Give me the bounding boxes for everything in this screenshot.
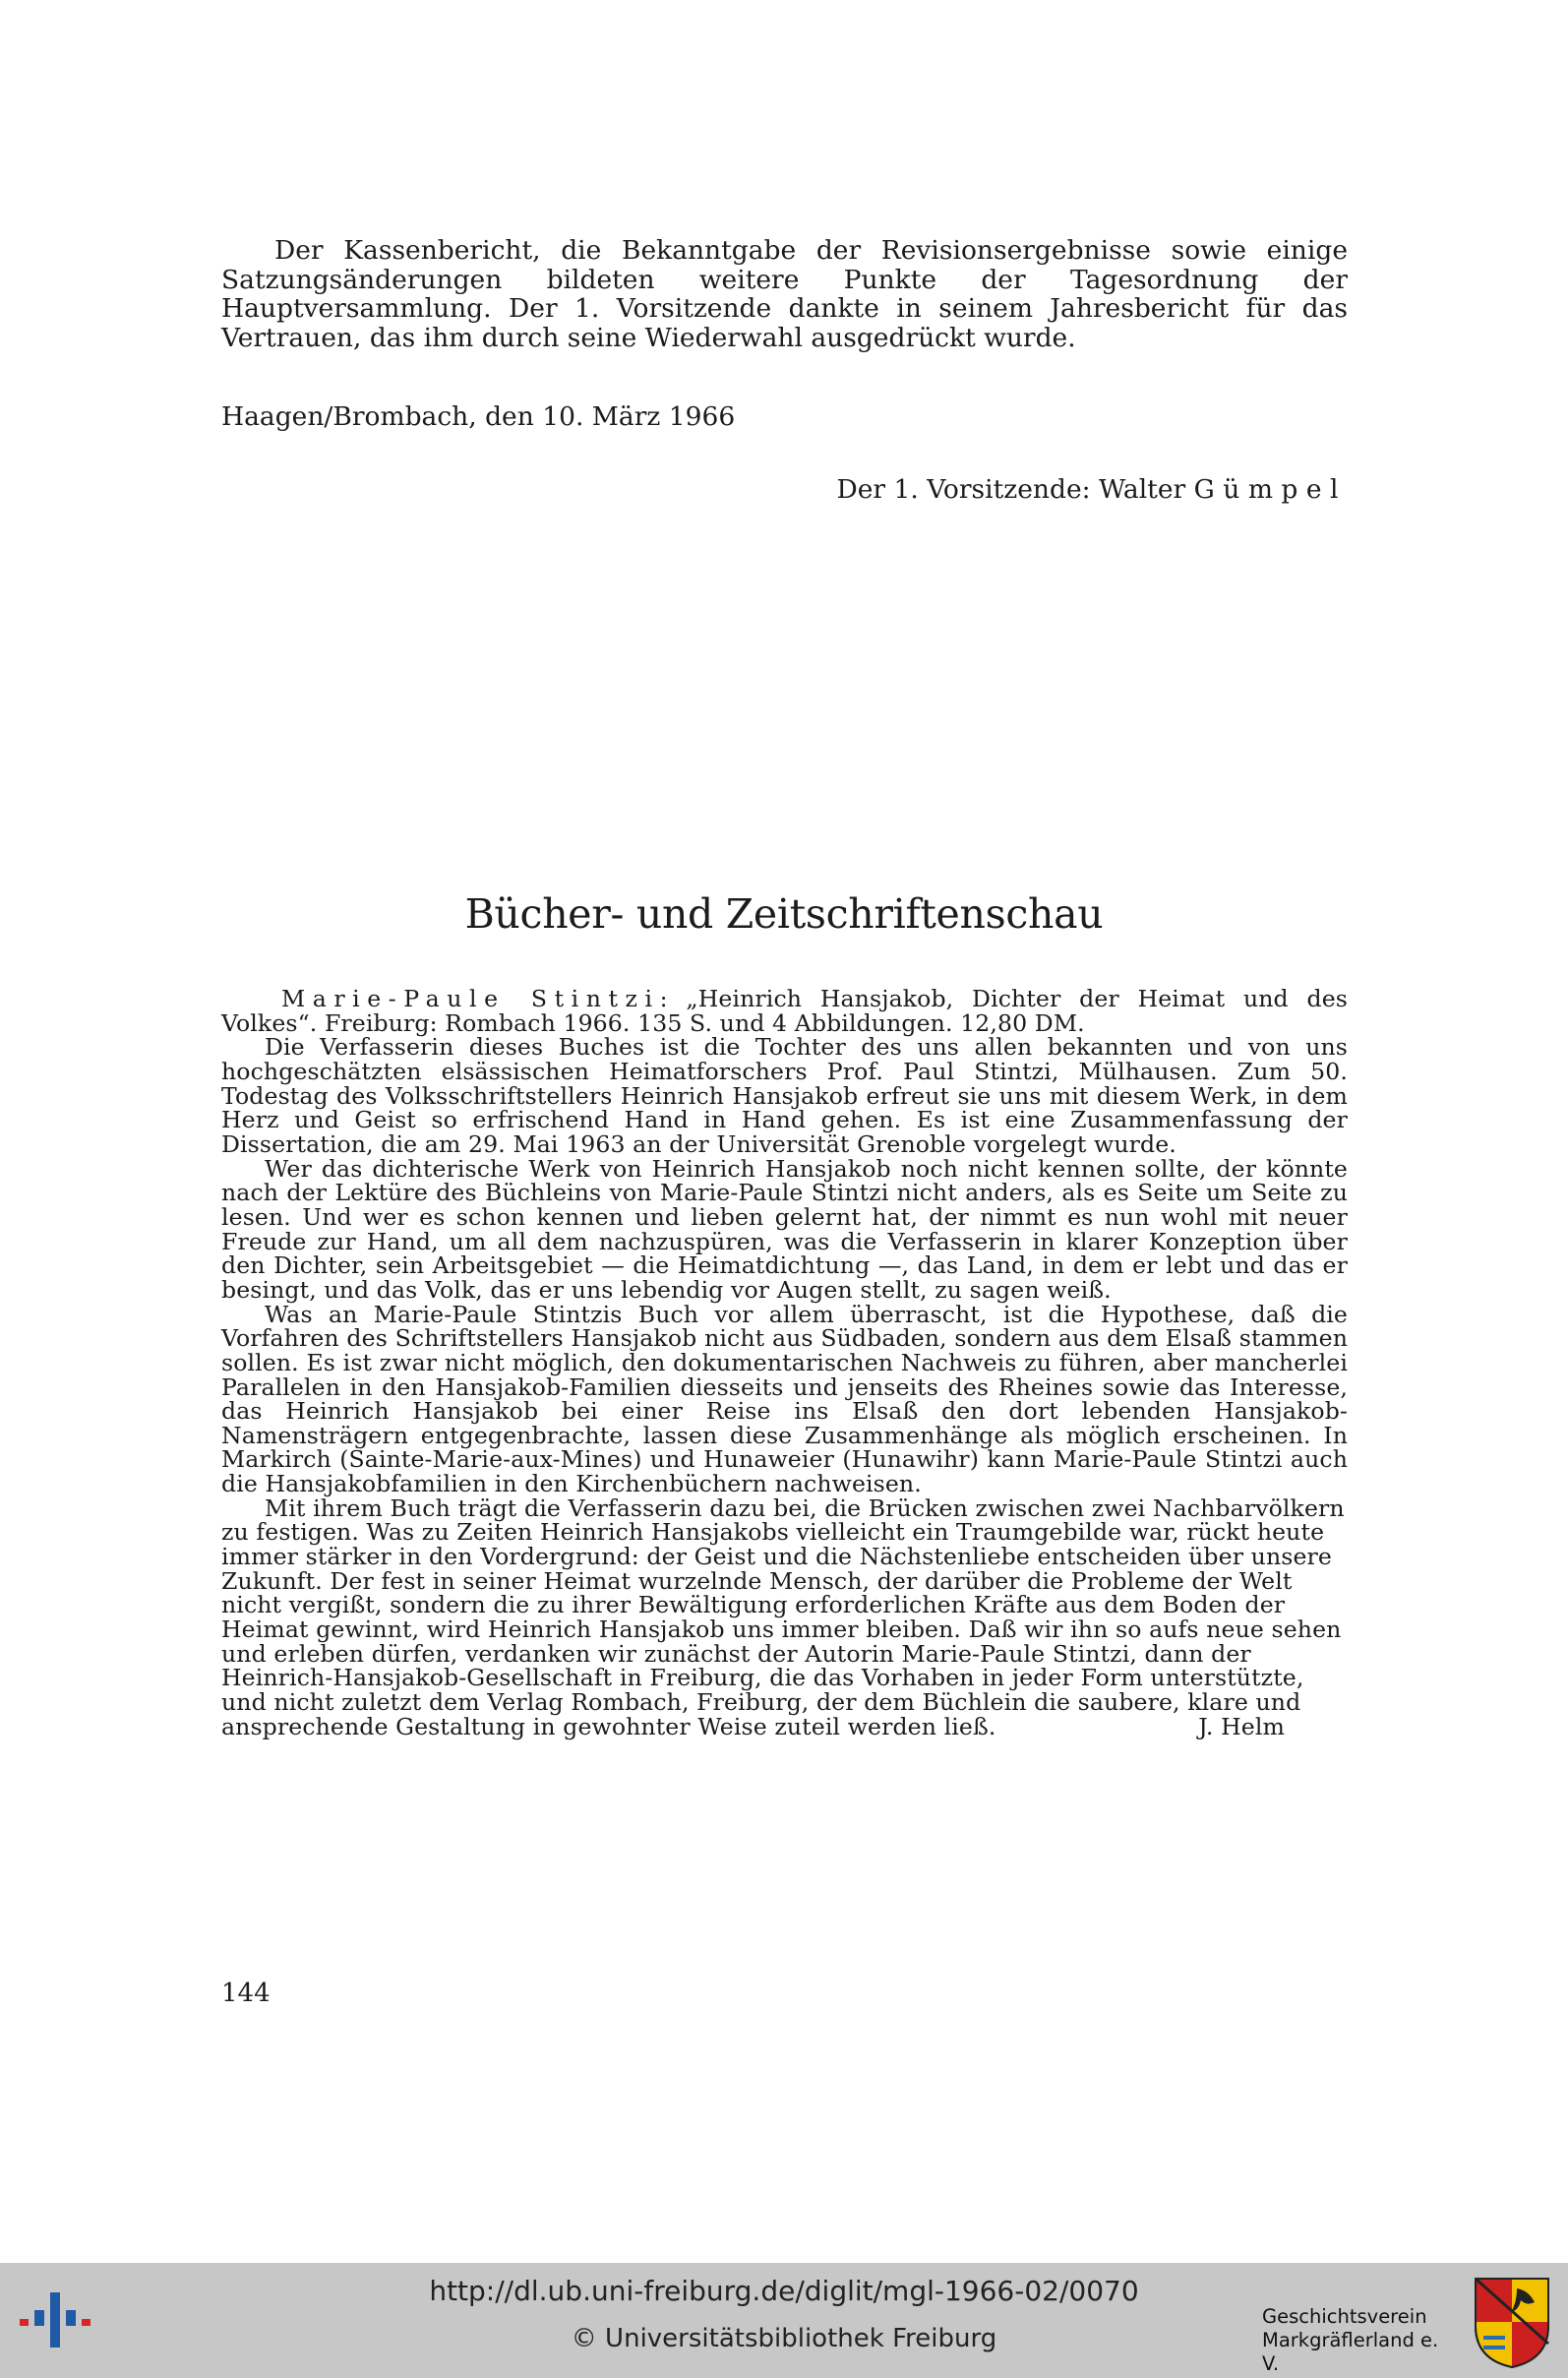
place-date: Haagen/Brombach, den 10. März 1966 <box>221 401 736 432</box>
signature-prefix: Der 1. Vorsitzende: Walter <box>836 474 1186 505</box>
review-citation <box>221 987 1348 1035</box>
review-paragraph: Mit ihrem Buch trägt die Verfasserin dazu bei, die Brücken zwischen zwei Nachbarvölkern zu festigen. Was zu Zeiten Heinrich Hansjakobs vielleicht ein Traumgebilde war, rückt heute immer stärker in den Vordergrund: der Geist und die Nächstenliebe entscheiden über unsere Zukunft. Der fest in seiner Heimat wurzelnde Mensch, der darüber die Probleme der Welt nicht vergißt, sondern die zu ihrer Bewältigung erforderlichen Kräfte aus dem Boden der Heimat gewinnt, wird Heinrich Hansjakob uns immer bleiben. Daß wir ihn so aufs neue sehen und erleben dürfen, verdanken wir zunächst der Autorin Marie-Paule Stintzi, dann der Heinrich-Hansjakob-Gesellschaft in Freiburg, die das Vorhaben in jeder Form unterstützte, und nicht zuletzt dem Verlag Rombach, Freiburg, der dem Büchlein die saubere, klare und ansprechende Gestaltung in gewohnter Weise zuteil werden ließ. <box>221 1494 1345 1740</box>
coat-of-arms-icon <box>1472 2275 1552 2369</box>
review-paragraph: Die Verfasserin dieses Buches ist die Tochter des uns allen bekannten und von uns hochgeschätzten elsässischen Heimatforschers Prof. Paul Stintzi, Mülhausen. Zum 50. Todestag des Volksschriftstellers Heinrich Hansjakob erfreut sie uns mit diesem Werk, in dem Herz und Geist so erfrischend Hand in Hand gehen. Es ist eine Zusammenfassung der Dissertation, die am 29. Mai 1963 an der Universität Grenoble vorgelegt wurde. <box>221 1033 1348 1158</box>
footer-url[interactable]: http://dl.ub.uni-freiburg.de/diglit/mgl-1966-02/0070 <box>429 2275 1139 2307</box>
review-author: Marie-Paule Stintzi <box>281 985 660 1012</box>
society-line-1: Geschichtsverein <box>1262 2305 1427 2328</box>
signature-name: Gümpel <box>1193 474 1347 505</box>
intro-text <box>221 236 1348 352</box>
intro-paragraph: Der Kassenbericht, die Bekanntgabe der Revisionsergebnisse sowie einige Satzungsänderungen bildeten weitere Punkte der Tagesordnung der Hauptversammlung. Der 1. Vorsitzende dankte in seinem Jahresbericht für das Vertrauen, das ihm durch seine Wiederwahl ausgedrückt wurde. <box>221 235 1348 353</box>
footer-copyright: © Universitätsbibliothek Freiburg <box>571 2324 997 2353</box>
society-name <box>1262 2305 1459 2376</box>
section-title: Bücher- und Zeitschriftenschau <box>464 890 1104 938</box>
signature-line <box>836 474 1347 505</box>
library-footer <box>0 2263 1568 2378</box>
book-review <box>221 987 1348 1738</box>
review-citation-text: : „Heinrich Hansjakob, Dichter der Heimat und des Volkes“. Freiburg: Rombach 1966. 135 S. und 4 Abbildungen. 12,80 DM. <box>221 985 1349 1037</box>
reviewer-name: J. Helm <box>1198 1712 1285 1740</box>
review-paragraph: Was an Marie-Paule Stintzis Buch vor allem überrascht, ist die Hypothese, daß die Vorfahren des Schriftstellers Hansjakob nicht aus Südbaden, sondern aus dem Elsaß stammen sollen. Es ist zwar nicht möglich, den dokumentarischen Nachweis zu führen, aber mancherlei Parallelen in den Hansjakob-Familien diesseits und jenseits des Rheines sowie das Interesse, das Heinrich Hansjakob bei einer Reise ins Elsaß den dort lebenden Hansjakob-Namensträgern entgegenbrachte, lassen diese Zusammenhänge als möglich erscheinen. In Markirch (Sainte-Marie-aux-Mines) und Hunaweier (Hunawihr) kann Marie-Paule Stintzi auch die Hansjakobfamilien in den Kirchenbüchern nachweisen. <box>221 1300 1348 1498</box>
review-paragraph-last <box>221 1496 1348 1739</box>
society-line-2: Markgräflerland e. V. <box>1262 2329 1439 2375</box>
page-number: 144 <box>221 1979 271 2008</box>
review-paragraph: Wer das dichterische Werk von Heinrich Hansjakob noch nicht kennen sollte, der könnte nach der Lektüre des Büchleins von Marie-Paule Stintzi nicht anders, als es Seite um Seite zu lesen. Und wer es schon kennen und lieben gelernt hat, der nimmt es nun wohl mit neuer Freude zur Hand, um all dem nachzuspüren, was die Verfasserin in klarer Konzeption über den Dichter, sein Arbeitsgebiet — die Heimatdichtung —, das Land, in dem er lebt und das er besingt, und das Volk, das er uns lebendig vor Augen stellt, zu sagen weiß. <box>221 1154 1348 1304</box>
